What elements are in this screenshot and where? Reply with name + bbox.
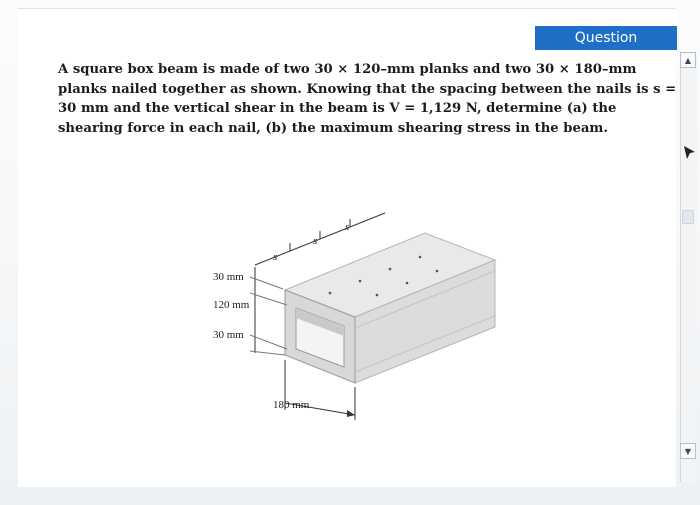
question-tab[interactable]: [535, 26, 677, 50]
scrollbar-track[interactable]: [680, 52, 697, 482]
dim-spacing-2: s: [313, 235, 318, 247]
dim-spacing-3: s: [345, 221, 350, 233]
scroll-up-arrow-icon[interactable]: ▲: [680, 52, 696, 68]
question-tab-label: Question: [574, 30, 638, 46]
dim-width: 180 mm: [273, 399, 310, 411]
mouse-cursor-icon: [684, 146, 696, 160]
dim-bottom-thickness: 30 mm: [213, 329, 244, 341]
dim-top-thickness: 30 mm: [213, 271, 244, 283]
scroll-down-arrow-icon[interactable]: ▼: [680, 443, 696, 459]
dim-spacing-1: s: [273, 251, 278, 263]
dim-web-height: 120 mm: [213, 299, 250, 311]
scrollbar-thumb[interactable]: [682, 210, 694, 224]
box-beam-figure: [195, 205, 505, 434]
question-text: A square box beam is made of two 30 × 120–mm planks and two 30 × 180–mm planks nailed together as shown. Knowing that the spacing between the nails is s = 30 mm and the vertical shear in the beam is V = 1,129 N, determine (a) the shearing force in each nail, (b) the maximum shearing stress in the beam.: [58, 62, 677, 136]
box-beam-drawing: [195, 205, 505, 430]
